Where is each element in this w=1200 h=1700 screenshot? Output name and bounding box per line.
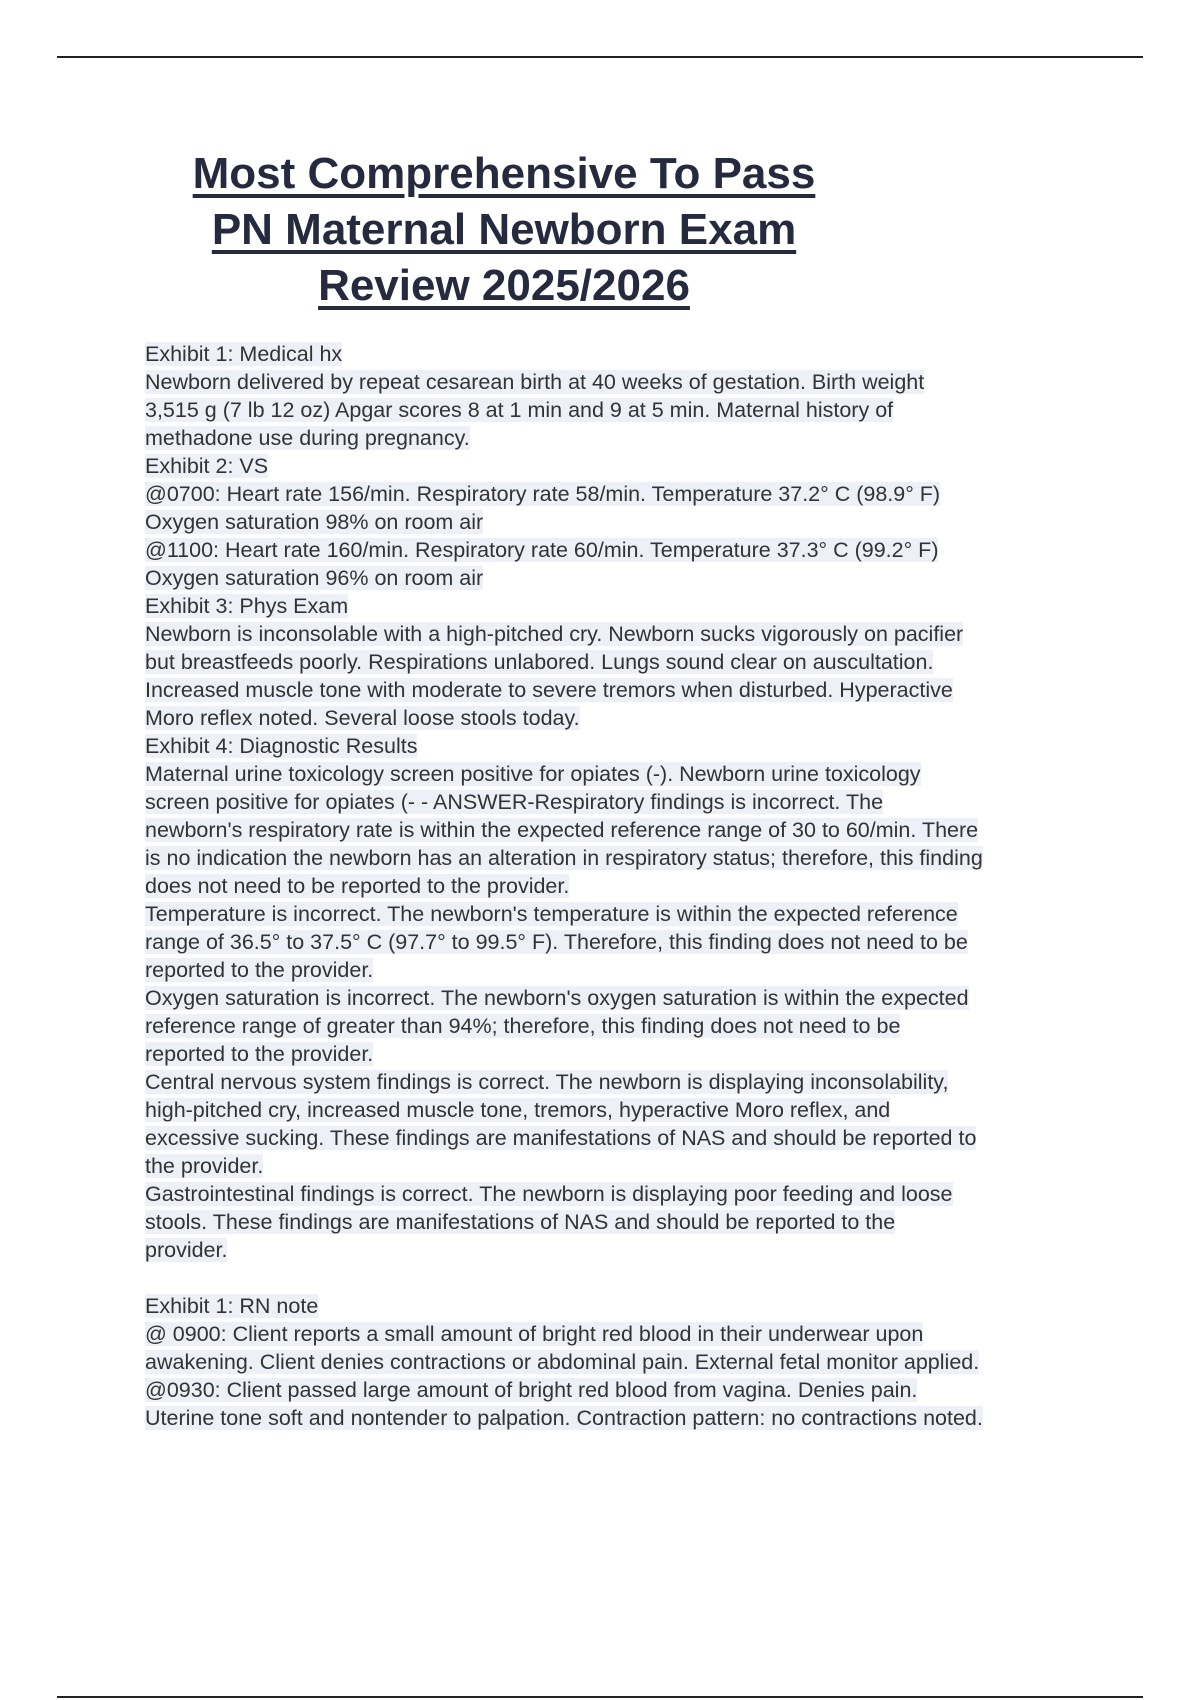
text-line: [145, 1236, 1095, 1264]
text-line: [145, 536, 1095, 564]
text-line: [145, 340, 1095, 368]
text-line: [145, 1376, 1095, 1404]
text-line: [145, 1124, 1095, 1152]
text-line-content: Exhibit 2: VS: [145, 454, 269, 478]
document-title: [140, 146, 868, 314]
text-line: [145, 984, 1095, 1012]
text-line-content: Newborn is inconsolable with a high-pitched cry. Newborn sucks vigorously on pacifier: [145, 622, 964, 646]
text-line-content: Oxygen saturation 96% on room air: [145, 566, 484, 590]
text-line-content: stools. These findings are manifestations of NAS and should be reported to the: [145, 1210, 896, 1234]
text-line-content: Exhibit 3: Phys Exam: [145, 594, 349, 618]
text-line: [145, 452, 1095, 480]
text-line-content: newborn's respiratory rate is within the expected reference range of 30 to 60/min. There: [145, 818, 979, 842]
text-line-content: provider.: [145, 1238, 228, 1262]
text-line-content: high-pitched cry, increased muscle tone, tremors, hyperactive Moro reflex, and: [145, 1098, 891, 1122]
text-line-content: Maternal urine toxicology screen positive for opiates (-). Newborn urine toxicology: [145, 762, 921, 786]
text-line: [145, 620, 1095, 648]
text-line-content: Increased muscle tone with moderate to severe tremors when disturbed. Hyperactive: [145, 678, 953, 702]
text-line: [145, 1208, 1095, 1236]
text-line-content: awakening. Client denies contractions or abdominal pain. External fetal monitor applied.: [145, 1350, 980, 1374]
text-line: [145, 928, 1095, 956]
footer-rule: [57, 1696, 1143, 1698]
text-line-content: Moro reflex noted. Several loose stools today.: [145, 706, 580, 730]
text-line-content: @1100: Heart rate 160/min. Respiratory rate 60/min. Temperature 37.3° C (99.2° F): [145, 538, 939, 562]
text-line-content: methadone use during pregnancy.: [145, 426, 470, 450]
text-line-content: Gastrointestinal findings is correct. The newborn is displaying poor feeding and loose: [145, 1182, 953, 1206]
text-line-content: @0930: Client passed large amount of bright red blood from vagina. Denies pain.: [145, 1378, 918, 1402]
text-line-content: 3,515 g (7 lb 12 oz) Apgar scores 8 at 1 min and 9 at 5 min. Maternal history of: [145, 398, 894, 422]
text-line: [145, 844, 1095, 872]
text-line: [145, 956, 1095, 984]
text-line: [145, 592, 1095, 620]
text-line: [145, 788, 1095, 816]
text-line: [145, 1348, 1095, 1376]
text-line: [145, 760, 1095, 788]
text-line: [145, 1096, 1095, 1124]
block-gap: [145, 1264, 1095, 1292]
text-line-content: Newborn delivered by repeat cesarean birth at 40 weeks of gestation. Birth weight: [145, 370, 925, 394]
text-line-content: Uterine tone soft and nontender to palpation. Contraction pattern: no contractions noted.: [145, 1406, 983, 1430]
text-line: [145, 704, 1095, 732]
text-line: [145, 900, 1095, 928]
text-line: [145, 1040, 1095, 1068]
text-line-content: reported to the provider.: [145, 958, 374, 982]
text-line-content: Oxygen saturation 98% on room air: [145, 510, 484, 534]
text-line-content: @0700: Heart rate 156/min. Respiratory rate 58/min. Temperature 37.2° C (98.9° F): [145, 482, 941, 506]
text-line: [145, 1012, 1095, 1040]
text-line: [145, 396, 1095, 424]
text-line-content: screen positive for opiates (- - ANSWER-Respiratory findings is incorrect. The: [145, 790, 884, 814]
text-line: [145, 508, 1095, 536]
text-line-content: reported to the provider.: [145, 1042, 374, 1066]
document-body: [145, 340, 1095, 1432]
text-line: [145, 648, 1095, 676]
text-line: [145, 1152, 1095, 1180]
text-line-content: Exhibit 1: RN note: [145, 1294, 319, 1318]
header-rule: [57, 56, 1143, 58]
text-line-content: range of 36.5° to 37.5° C (97.7° to 99.5° F). Therefore, this finding does not need to be: [145, 930, 968, 954]
title-line-3: Review 2025/2026: [318, 261, 690, 310]
text-line: [145, 424, 1095, 452]
text-line-content: reference range of greater than 94%; therefore, this finding does not need to be: [145, 1014, 901, 1038]
text-line: [145, 732, 1095, 760]
text-line-content: Exhibit 1: Medical hx: [145, 342, 343, 366]
text-line-content: is no indication the newborn has an alteration in respiratory status; therefore, this finding: [145, 846, 983, 870]
text-line-content: Temperature is incorrect. The newborn's temperature is within the expected reference: [145, 902, 958, 926]
text-line-content: does not need to be reported to the provider.: [145, 874, 570, 898]
text-line: [145, 816, 1095, 844]
text-line-content: the provider.: [145, 1154, 264, 1178]
text-line: [145, 1068, 1095, 1096]
title-line-2: PN Maternal Newborn Exam: [211, 205, 797, 254]
text-line-content: excessive sucking. These findings are manifestations of NAS and should be reported to: [145, 1126, 977, 1150]
text-line: [145, 564, 1095, 592]
text-line: [145, 1180, 1095, 1208]
text-line: [145, 368, 1095, 396]
text-line-content: @ 0900: Client reports a small amount of bright red blood in their underwear upon: [145, 1322, 924, 1346]
text-line-content: Exhibit 4: Diagnostic Results: [145, 734, 418, 758]
text-line: [145, 1404, 1095, 1432]
title-line-1: Most Comprehensive To Pass: [192, 149, 816, 198]
text-line: [145, 1320, 1095, 1348]
text-line-content: Oxygen saturation is incorrect. The newborn's oxygen saturation is within the expected: [145, 986, 969, 1010]
text-line-content: but breastfeeds poorly. Respirations unlabored. Lungs sound clear on auscultation.: [145, 650, 934, 674]
text-line: [145, 872, 1095, 900]
text-line: [145, 480, 1095, 508]
text-line: [145, 1292, 1095, 1320]
text-line-content: Central nervous system findings is correct. The newborn is displaying inconsolability,: [145, 1070, 949, 1094]
text-line: [145, 676, 1095, 704]
